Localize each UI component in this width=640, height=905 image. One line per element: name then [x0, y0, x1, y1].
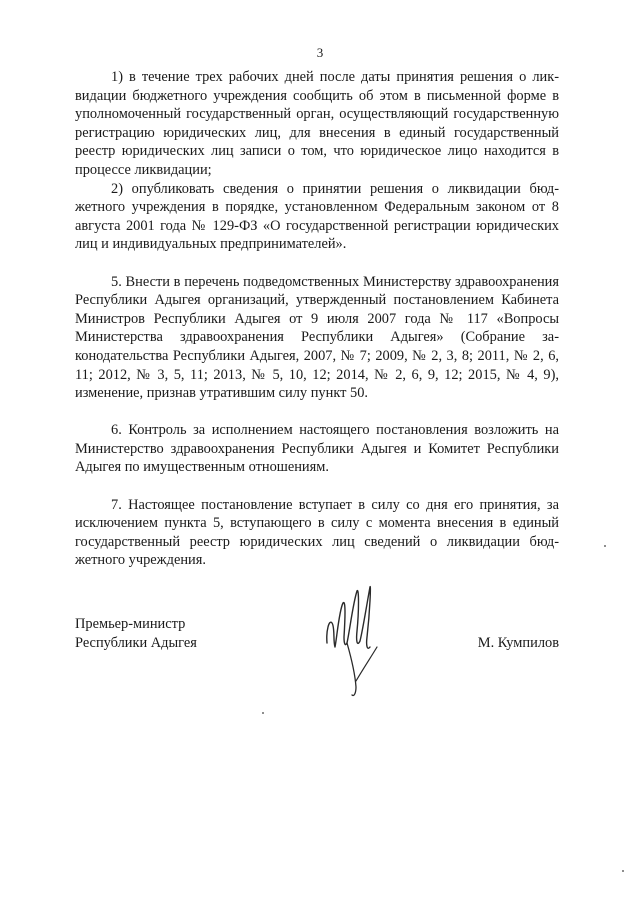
signatory-name: М. Кумпилов — [477, 634, 559, 651]
paragraph-publish-info: 2) опубликовать сведения о принятии решения о ликвидации бюджетного учреждения в порядке, установленном Федеральным законом от 8 августа 2001 года № 129-ФЗ «О государственной регистрации юридических лиц и индивидуальных предпринимателей». — [75, 180, 559, 253]
signatory-title-line-2: Республики Адыгея — [75, 634, 197, 651]
scan-speck — [604, 545, 606, 547]
signatory-title-line-1: Премьер-министр — [75, 616, 186, 632]
scan-speck — [262, 712, 264, 714]
page-number: 3 — [316, 45, 324, 60]
paragraph-item-7: 7. Настоящее постановление вступает в силу со дня его принятия, за исключением пункта 5, вступающего в силу с момента внесения в единый государственный реестр юридических лиц сведений о ликвидации бюджетного учреждения. — [75, 496, 559, 569]
paragraph-item-6: 6. Контроль за исполнением настоящего постановления возложить на Министерство здравоохранения Республики Адыгея и Комитет Республики Адыгея по имущественным отношениям. — [75, 422, 559, 476]
document-body — [75, 68, 559, 570]
scan-speck — [622, 870, 624, 872]
signatory-title — [75, 615, 197, 652]
signature-block — [75, 615, 559, 705]
paragraph-liquidation-notice: 1) в течение трех рабочих дней после даты принятия решения о ликвидации бюджетного учреждения сообщить об этом в письменной форме в уполномоченный государственный орган, осуществляющий государственную регистрацию юридических лиц, для внесения в единый государственный реестр юридических лиц записи о том, что юридическое лицо находится в процессе ликвидации; — [75, 69, 559, 178]
handwritten-signature — [323, 581, 385, 699]
paragraph-item-5: 5. Внести в перечень подведомственных Министерству здравоохранения Республики Адыгея организаций, утвержденный постановлением Кабинета Министров Республики Адыгея от 9 июля 2007 года № 117 «Вопросы Министерства здравоохранения Республики Адыгея» (Собрание законодательства Республики Адыгея, 2007, № 7; 2009, № 2, 3, 8; 2011, № 2, 6, 11; 2012, № 3, 5, 11; 2013, № 5, 10, 12; 2014, № 2, 6, 9, 12; 2015, № 4, 9), изменение, признав утратившим силу пункт 50. — [75, 273, 559, 402]
